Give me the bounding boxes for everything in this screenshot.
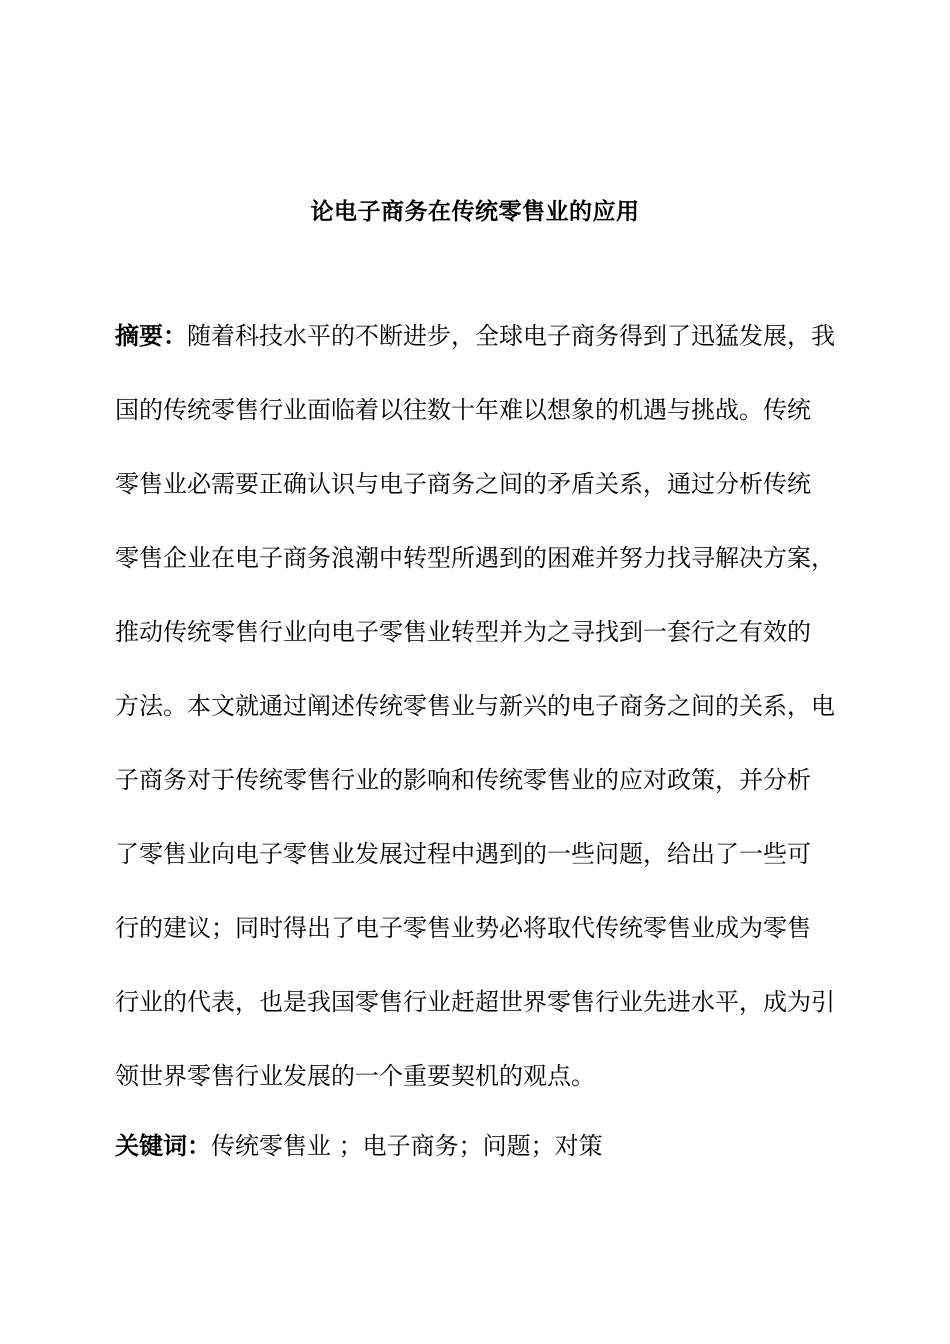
abstract-section [115,316,835,1130]
abstract-text: 随着科技水平的不断进步，全球电子商务得到了迅猛发展，我 [187,322,835,350]
abstract-line: 子商务对于传统零售行业的影响和传统零售业的应对政策，并分析 [115,766,811,794]
abstract-line: 国的传统零售行业面临着以往数十年难以想象的机遇与挑战。传统 [115,396,811,424]
keywords-section [115,1126,835,1166]
abstract-line: 行业的代表，也是我国零售行业赶超世界零售行业先进水平，成为引 [115,988,835,1016]
abstract-line: 零售企业在电子商务浪潮中转型所遇到的困难并努力找寻解决方案， [115,544,835,572]
abstract-line: 方法。本文就通过阐述传统零售业与新兴的电子商务之间的关系，电 [115,692,835,720]
abstract-line [115,316,835,390]
abstract-line: 了零售业向电子零售业发展过程中遇到的一些问题，给出了一些可 [115,840,811,868]
abstract-label: 摘要： [115,322,187,350]
abstract-line: 推动传统零售行业向电子零售业转型并为之寻找到一套行之有效的 [115,618,811,646]
abstract-line: 零售业必需要正确认识与电子商务之间的矛盾关系，通过分析传统 [115,470,811,498]
abstract-line: 领世界零售行业发展的一个重要契机的观点。 [115,1062,595,1090]
document-title: 论电子商务在传统零售业的应用 [310,199,640,225]
keywords-text: 传统零售业 ；电子商务；问题；对策 [211,1132,603,1160]
keywords-label: 关键词： [115,1132,211,1160]
abstract-line: 行的建议；同时得出了电子零售业势必将取代传统零售业成为零售 [115,914,811,942]
